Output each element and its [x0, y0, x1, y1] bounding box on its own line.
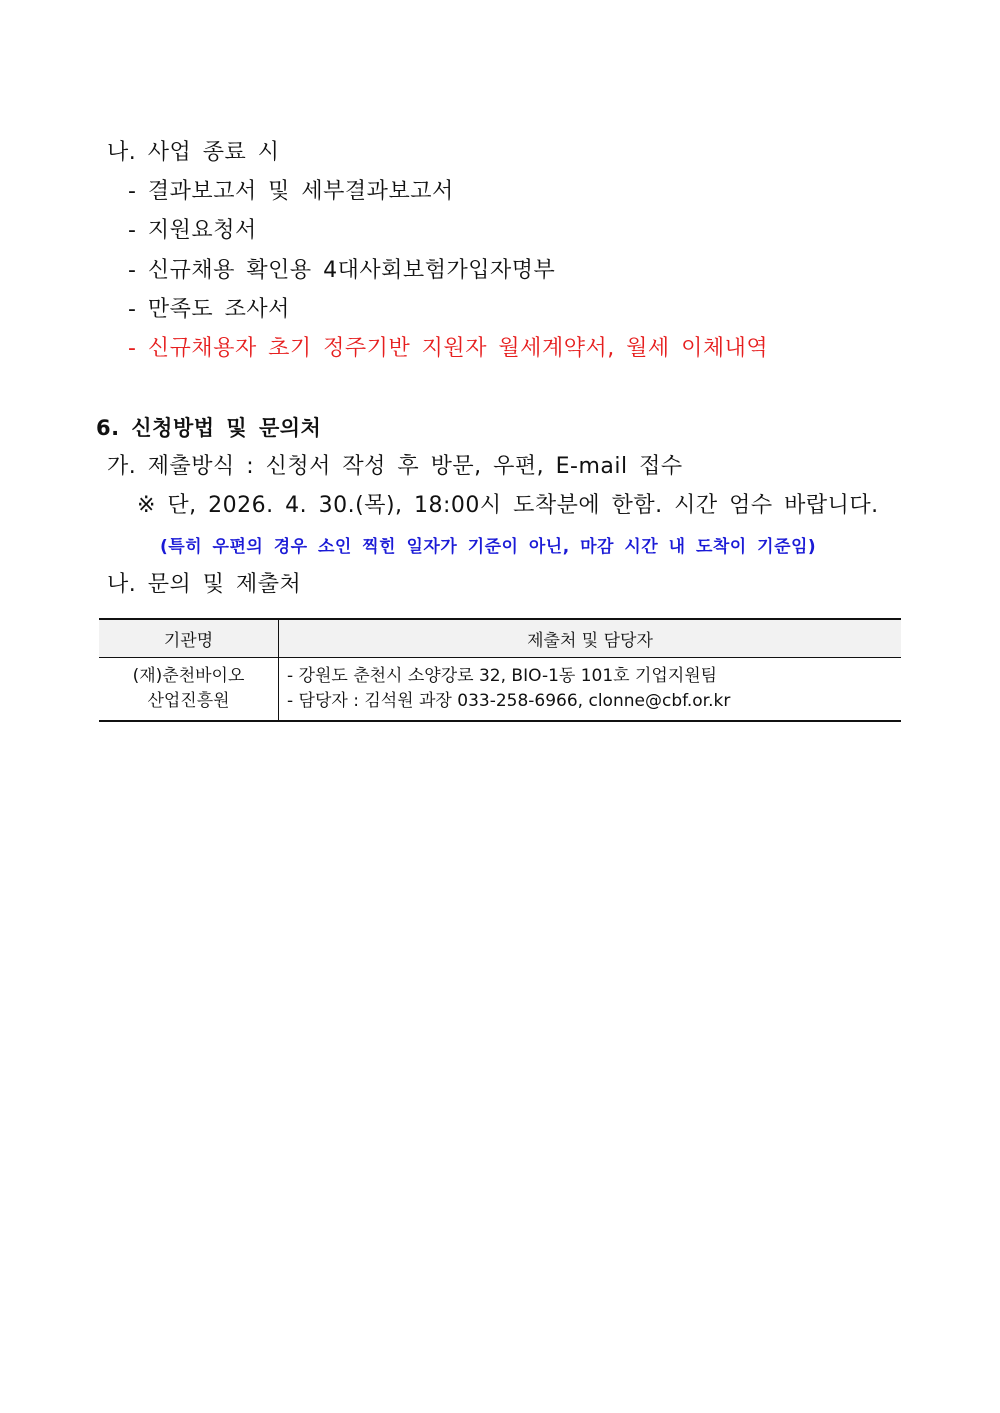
- end-item-1: - 결과보고서 및 세부결과보고서: [128, 179, 454, 204]
- end-item-4: - 만족도 조사서: [128, 297, 290, 322]
- table-header-row: [99, 619, 901, 658]
- manager-line: - 담당자 : 김석원 과장 033-258-6966, clonne@cbf.or.kr: [287, 691, 731, 711]
- contact-table: [99, 618, 901, 722]
- end-item-2: - 지원요청서: [128, 218, 257, 243]
- section-6-heading: 6. 신청방법 및 문의처: [96, 416, 322, 440]
- contact-title: 나. 문의 및 제출처: [107, 572, 302, 597]
- org-line-1: (재)춘천바이오: [132, 666, 245, 686]
- deadline-note: ※ 단, 2026. 4. 30.(목), 18:00시 도착분에 한함. 시간 엄수 바랍니다.: [137, 493, 879, 518]
- postal-note: (특히 우편의 경우 소인 찍힌 일자가 기준이 아닌, 마감 시간 내 도착이 기준임): [160, 537, 817, 557]
- section-end-title: 나. 사업 종료 시: [107, 140, 280, 165]
- org-line-2: 산업진흥원: [147, 691, 230, 711]
- detail-cell: [279, 658, 902, 722]
- header-detail: 제출처 및 담당자: [279, 619, 902, 658]
- end-item-highlight: - 신규채용자 초기 정주기반 지원자 월세계약서, 월세 이체내역: [128, 336, 769, 361]
- header-org: 기관명: [99, 619, 279, 658]
- address-line: - 강원도 춘천시 소양강로 32, BIO-1동 101호 기업지원팀: [287, 666, 718, 686]
- submission-method: 가. 제출방식 : 신청서 작성 후 방문, 우편, E-mail 접수: [107, 454, 683, 479]
- end-item-3: - 신규채용 확인용 4대사회보험가입자명부: [128, 258, 556, 283]
- org-cell: [99, 658, 279, 722]
- table-row: [99, 658, 901, 722]
